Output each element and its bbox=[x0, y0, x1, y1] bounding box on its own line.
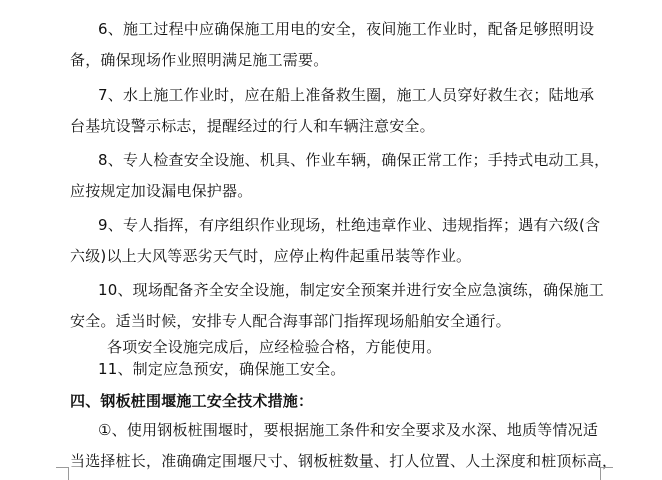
paragraph-8-line-1: 8、专人检查安全设施、机具、作业车辆，确保正常工作；手持式电动工具， bbox=[98, 151, 610, 169]
paragraph-1-line-2: 当选择桩长，准确确定围堰尺寸、钢板桩数量、打人位置、人土深度和桩顶标高， bbox=[70, 452, 618, 470]
paragraph-8-line-2: 应按规定加设漏电保护器。 bbox=[70, 182, 253, 200]
paragraph-10-line-2: 安全。适当时候，安排专人配合海事部门指挥现场船舶安全通行。 bbox=[70, 312, 511, 330]
paragraph-1-line-1: ①、使用钢板桩围堰时，要根据施工条件和安全要求及水深、地质等情况适 bbox=[98, 421, 599, 439]
paragraph-9-line-2: 六级)以上大风等恶劣天气时，应停止构件起重吊装等作业。 bbox=[70, 247, 472, 265]
section-heading: 四、钢板桩围堰施工安全技术措施： bbox=[70, 392, 314, 410]
paragraph-9-line-1: 9、专人指挥，有序组织作业现场，杜绝违章作业、违规指挥；遇有六级(含 bbox=[98, 216, 601, 234]
paragraph-11: 11、制定应急预安，确保施工安全。 bbox=[98, 360, 346, 378]
paragraph-10-line-1: 10、现场配备齐全安全设施，制定安全预案并进行安全应急演练，确保施工 bbox=[98, 281, 604, 299]
paragraph-7-line-1: 7、水上施工作业时，应在船上准备救生圈，施工人员穿好救生衣；陆地承 bbox=[98, 86, 595, 104]
page-corner-mark-left bbox=[56, 467, 69, 480]
paragraph-6-line-2: 备，确保现场作业照明满足施工需要。 bbox=[70, 51, 329, 69]
paragraph-6-line-1: 6、施工过程中应确保施工用电的安全，夜间施工作业时，配备足够照明设 bbox=[98, 20, 595, 38]
page-corner-mark-right bbox=[600, 467, 613, 480]
paragraph-7-line-2: 台基坑设警示标志，提醒经过的行人和车辆注意安全。 bbox=[70, 117, 435, 135]
inspection-note: 各项安全设施完成后，应经检验合格，方能使用。 bbox=[107, 338, 442, 356]
